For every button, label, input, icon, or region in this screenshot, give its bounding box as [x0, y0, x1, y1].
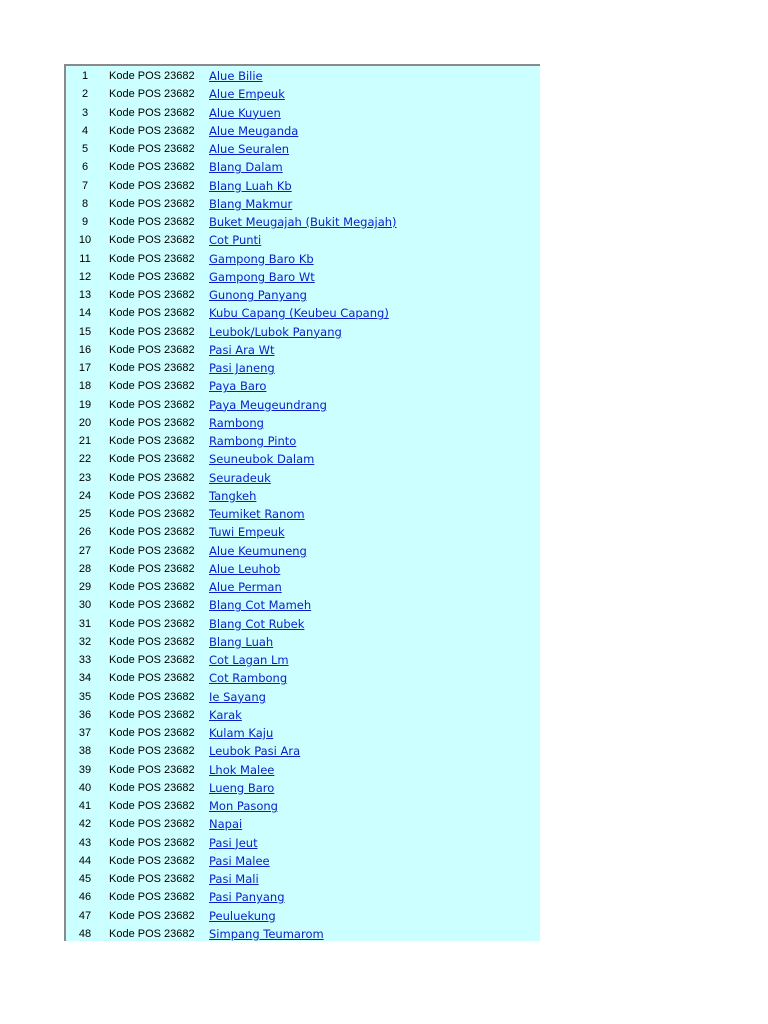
table-row [66, 359, 540, 377]
row-number: 18 [78, 380, 92, 393]
row-number: 1 [81, 70, 89, 82]
village-link[interactable]: Blang Cot Mameh [209, 598, 312, 613]
table-row [66, 815, 540, 833]
row-number: 37 [78, 727, 92, 739]
village-link[interactable]: Lhok Malee [209, 762, 275, 777]
table-row [66, 523, 540, 541]
village-link[interactable]: Alue Keumuneng [209, 543, 307, 558]
row-number: 24 [78, 489, 92, 502]
row-number: 16 [78, 343, 92, 356]
table-row [66, 651, 540, 669]
village-link[interactable]: Blang Makmur [209, 196, 293, 211]
postal-code-table [64, 64, 540, 941]
postal-code-label: Kode POS 23682 [109, 526, 195, 539]
village-link[interactable]: Alue Kuyuen [209, 105, 281, 120]
row-number: 5 [81, 143, 89, 155]
row-number: 36 [78, 708, 92, 721]
postal-code-label: Kode POS 23682 [109, 763, 195, 776]
table-row [66, 304, 540, 322]
table-row [66, 907, 540, 925]
postal-code-label: Kode POS 23682 [109, 873, 195, 885]
table-row [66, 377, 540, 395]
row-number: 19 [78, 398, 92, 411]
village-link[interactable]: Rambong Pinto [209, 434, 297, 448]
village-link[interactable]: Alue Seuralen [209, 142, 290, 156]
postal-code-label: Kode POS 23682 [109, 252, 195, 265]
village-link[interactable]: Alue Perman [209, 580, 282, 594]
postal-code-label: Kode POS 23682 [109, 362, 195, 374]
village-link[interactable]: Gampong Baro Kb [209, 251, 314, 266]
row-number: 23 [78, 471, 92, 484]
table-row [66, 888, 540, 906]
table-row [66, 67, 540, 85]
row-number: 27 [78, 544, 92, 557]
table-row [66, 578, 540, 596]
village-link[interactable]: Gampong Baro Wt [209, 269, 315, 284]
postal-code-label: Kode POS 23682 [109, 106, 195, 119]
village-link[interactable]: Cot Punti [209, 233, 262, 248]
row-number: 38 [78, 745, 92, 758]
village-link[interactable]: Alue Empeuk [209, 87, 285, 102]
row-number: 22 [78, 453, 92, 466]
postal-code-label: Kode POS 23682 [109, 854, 195, 867]
village-link[interactable]: Ie Sayang [209, 689, 266, 704]
row-number: 7 [81, 179, 89, 192]
postal-code-label: Kode POS 23682 [109, 672, 195, 685]
postal-code-label: Kode POS 23682 [109, 70, 195, 82]
village-link[interactable]: Lueng Baro [209, 780, 275, 795]
table-row [66, 742, 540, 760]
postal-code-label: Kode POS 23682 [109, 727, 195, 739]
table-row [66, 615, 540, 633]
row-number: 48 [78, 927, 92, 940]
village-link[interactable]: Tuwi Empeuk [209, 525, 285, 540]
row-number: 2 [81, 88, 89, 101]
row-number: 14 [78, 307, 92, 320]
row-number: 44 [78, 854, 92, 867]
postal-code-label: Kode POS 23682 [109, 690, 195, 703]
postal-code-label: Kode POS 23682 [109, 88, 195, 101]
table-row [66, 414, 540, 432]
row-number: 25 [78, 508, 92, 520]
row-number: 47 [78, 909, 92, 922]
postal-code-label: Kode POS 23682 [109, 581, 195, 593]
row-number: 32 [78, 635, 92, 648]
postal-code-label: Kode POS 23682 [109, 216, 195, 228]
postal-code-label: Kode POS 23682 [109, 435, 195, 447]
table-row [66, 140, 540, 158]
row-number: 33 [78, 654, 92, 666]
village-link[interactable]: Paya Meugeundrang [209, 397, 327, 412]
postal-code-label: Kode POS 23682 [109, 599, 195, 612]
table-row [66, 323, 540, 341]
table-row [66, 177, 540, 195]
postal-code-label: Kode POS 23682 [109, 818, 195, 831]
postal-code-label: Kode POS 23682 [109, 124, 195, 137]
village-link[interactable]: Pasi Malee [209, 853, 270, 868]
table-row [66, 633, 540, 651]
postal-code-label: Kode POS 23682 [109, 708, 195, 721]
village-link[interactable]: Karak [209, 707, 242, 722]
table-row [66, 724, 540, 742]
postal-code-label: Kode POS 23682 [109, 343, 195, 356]
postal-code-label: Kode POS 23682 [109, 800, 195, 812]
postal-code-label: Kode POS 23682 [109, 197, 195, 210]
postal-code-label: Kode POS 23682 [109, 325, 195, 338]
village-link[interactable]: Peuluekung [209, 908, 276, 923]
table-row [66, 469, 540, 487]
table-row [66, 231, 540, 249]
table-row [66, 432, 540, 450]
postal-code-label: Kode POS 23682 [109, 654, 195, 666]
table-row [66, 560, 540, 578]
row-number: 11 [79, 252, 91, 265]
village-link[interactable]: Alue Leuhob [209, 561, 281, 576]
table-row [66, 286, 540, 304]
table-row [66, 688, 540, 706]
row-number: 43 [78, 836, 92, 849]
village-link[interactable]: Leubok Pasi Ara [209, 744, 301, 759]
row-number: 12 [78, 270, 92, 283]
postal-code-label: Kode POS 23682 [109, 471, 195, 484]
village-link[interactable]: Napai [209, 817, 243, 832]
row-number: 15 [78, 325, 92, 338]
postal-code-label: Kode POS 23682 [109, 234, 195, 247]
village-link[interactable]: Gunong Panyang [209, 288, 307, 302]
row-number: 28 [78, 562, 92, 575]
table-row [66, 85, 540, 103]
village-link[interactable]: Alue Bilie [209, 69, 263, 83]
postal-code-label: Kode POS 23682 [109, 307, 195, 320]
village-link[interactable]: Blang Luah Kb [209, 178, 292, 193]
row-number: 46 [78, 891, 92, 904]
village-link[interactable]: Cot Lagan Lm [209, 653, 289, 667]
village-link[interactable]: Blang Luah [209, 634, 274, 649]
table-row [66, 779, 540, 797]
postal-code-label: Kode POS 23682 [109, 453, 195, 466]
village-link[interactable]: Mon Pasong [209, 799, 278, 813]
row-number: 10 [78, 234, 92, 247]
postal-code-label: Kode POS 23682 [109, 781, 195, 794]
row-number: 30 [78, 599, 92, 612]
table-row [66, 870, 540, 888]
row-number: 31 [78, 617, 92, 630]
village-link[interactable]: Blang Dalam [209, 160, 283, 175]
postal-code-label: Kode POS 23682 [109, 927, 195, 940]
village-link[interactable]: Tangkeh [209, 488, 257, 503]
table-row [66, 122, 540, 140]
table-row [66, 834, 540, 852]
village-link[interactable]: Pasi Mali [209, 872, 259, 886]
village-link[interactable]: Alue Meuganda [209, 123, 299, 138]
row-number: 45 [78, 873, 92, 885]
village-link[interactable]: Kubu Capang (Keubeu Capang) [209, 306, 389, 321]
village-link[interactable]: Teumiket Ranom [209, 507, 305, 521]
postal-code-label: Kode POS 23682 [109, 617, 195, 630]
table-row [66, 596, 540, 614]
postal-code-label: Kode POS 23682 [109, 380, 195, 393]
postal-code-label: Kode POS 23682 [109, 745, 195, 758]
village-link[interactable]: Simpang Teumarom [209, 926, 324, 941]
row-number: 21 [78, 435, 92, 447]
row-number: 9 [81, 216, 89, 228]
table-row [66, 195, 540, 213]
row-number: 20 [78, 416, 92, 429]
village-link[interactable]: Pasi Janeng [209, 361, 275, 375]
postal-code-label: Kode POS 23682 [109, 489, 195, 502]
postal-code-label: Kode POS 23682 [109, 289, 195, 301]
postal-code-label: Kode POS 23682 [109, 416, 195, 429]
table-body [66, 67, 540, 943]
table-row [66, 450, 540, 468]
row-number: 13 [78, 289, 92, 301]
village-link[interactable]: Pasi Jeut [209, 835, 258, 850]
row-number: 34 [78, 672, 92, 685]
table-row [66, 396, 540, 414]
table-row [66, 250, 540, 268]
table-row [66, 706, 540, 724]
table-row [66, 925, 540, 943]
row-number: 3 [81, 106, 89, 119]
table-row [66, 104, 540, 122]
table-row [66, 542, 540, 560]
row-number: 29 [78, 581, 92, 593]
table-row [66, 669, 540, 687]
village-link[interactable]: Seuneubok Dalam [209, 452, 315, 467]
postal-code-label: Kode POS 23682 [109, 544, 195, 557]
row-number: 26 [78, 526, 92, 539]
village-link[interactable]: Kulam Kaju [209, 726, 274, 740]
postal-code-label: Kode POS 23682 [109, 635, 195, 648]
row-number: 42 [78, 818, 92, 831]
row-number: 40 [78, 781, 92, 794]
village-link[interactable]: Pasi Panyang [209, 890, 285, 905]
postal-code-label: Kode POS 23682 [109, 562, 195, 575]
postal-code-label: Kode POS 23682 [109, 909, 195, 922]
village-link[interactable]: Cot Rambong [209, 671, 288, 686]
village-link[interactable]: Pasi Ara Wt [209, 342, 275, 357]
postal-code-label: Kode POS 23682 [109, 836, 195, 849]
village-link[interactable]: Leubok/Lubok Panyang [209, 324, 342, 339]
table-row [66, 341, 540, 359]
row-number: 35 [78, 690, 92, 703]
row-number: 39 [78, 763, 92, 776]
row-number: 8 [81, 197, 89, 210]
row-number: 6 [81, 161, 89, 174]
village-link[interactable]: Seuradeuk [209, 470, 271, 485]
postal-code-label: Kode POS 23682 [109, 891, 195, 904]
row-number: 17 [78, 362, 92, 374]
table-row [66, 213, 540, 231]
table-row [66, 505, 540, 523]
table-row [66, 487, 540, 505]
postal-code-label: Kode POS 23682 [109, 161, 195, 174]
village-link[interactable]: Paya Baro [209, 379, 267, 394]
table-row [66, 158, 540, 176]
postal-code-label: Kode POS 23682 [109, 179, 195, 192]
postal-code-label: Kode POS 23682 [109, 270, 195, 283]
village-link[interactable]: Blang Cot Rubek [209, 616, 305, 631]
table-row [66, 268, 540, 286]
postal-code-label: Kode POS 23682 [109, 508, 195, 520]
table-row [66, 852, 540, 870]
table-row [66, 761, 540, 779]
row-number: 41 [78, 800, 92, 812]
village-link[interactable]: Rambong [209, 415, 264, 430]
row-number: 4 [81, 124, 89, 137]
table-row [66, 797, 540, 815]
postal-code-label: Kode POS 23682 [109, 398, 195, 411]
postal-code-label: Kode POS 23682 [109, 143, 195, 155]
village-link[interactable]: Buket Meugajah (Bukit Megajah) [209, 215, 397, 229]
